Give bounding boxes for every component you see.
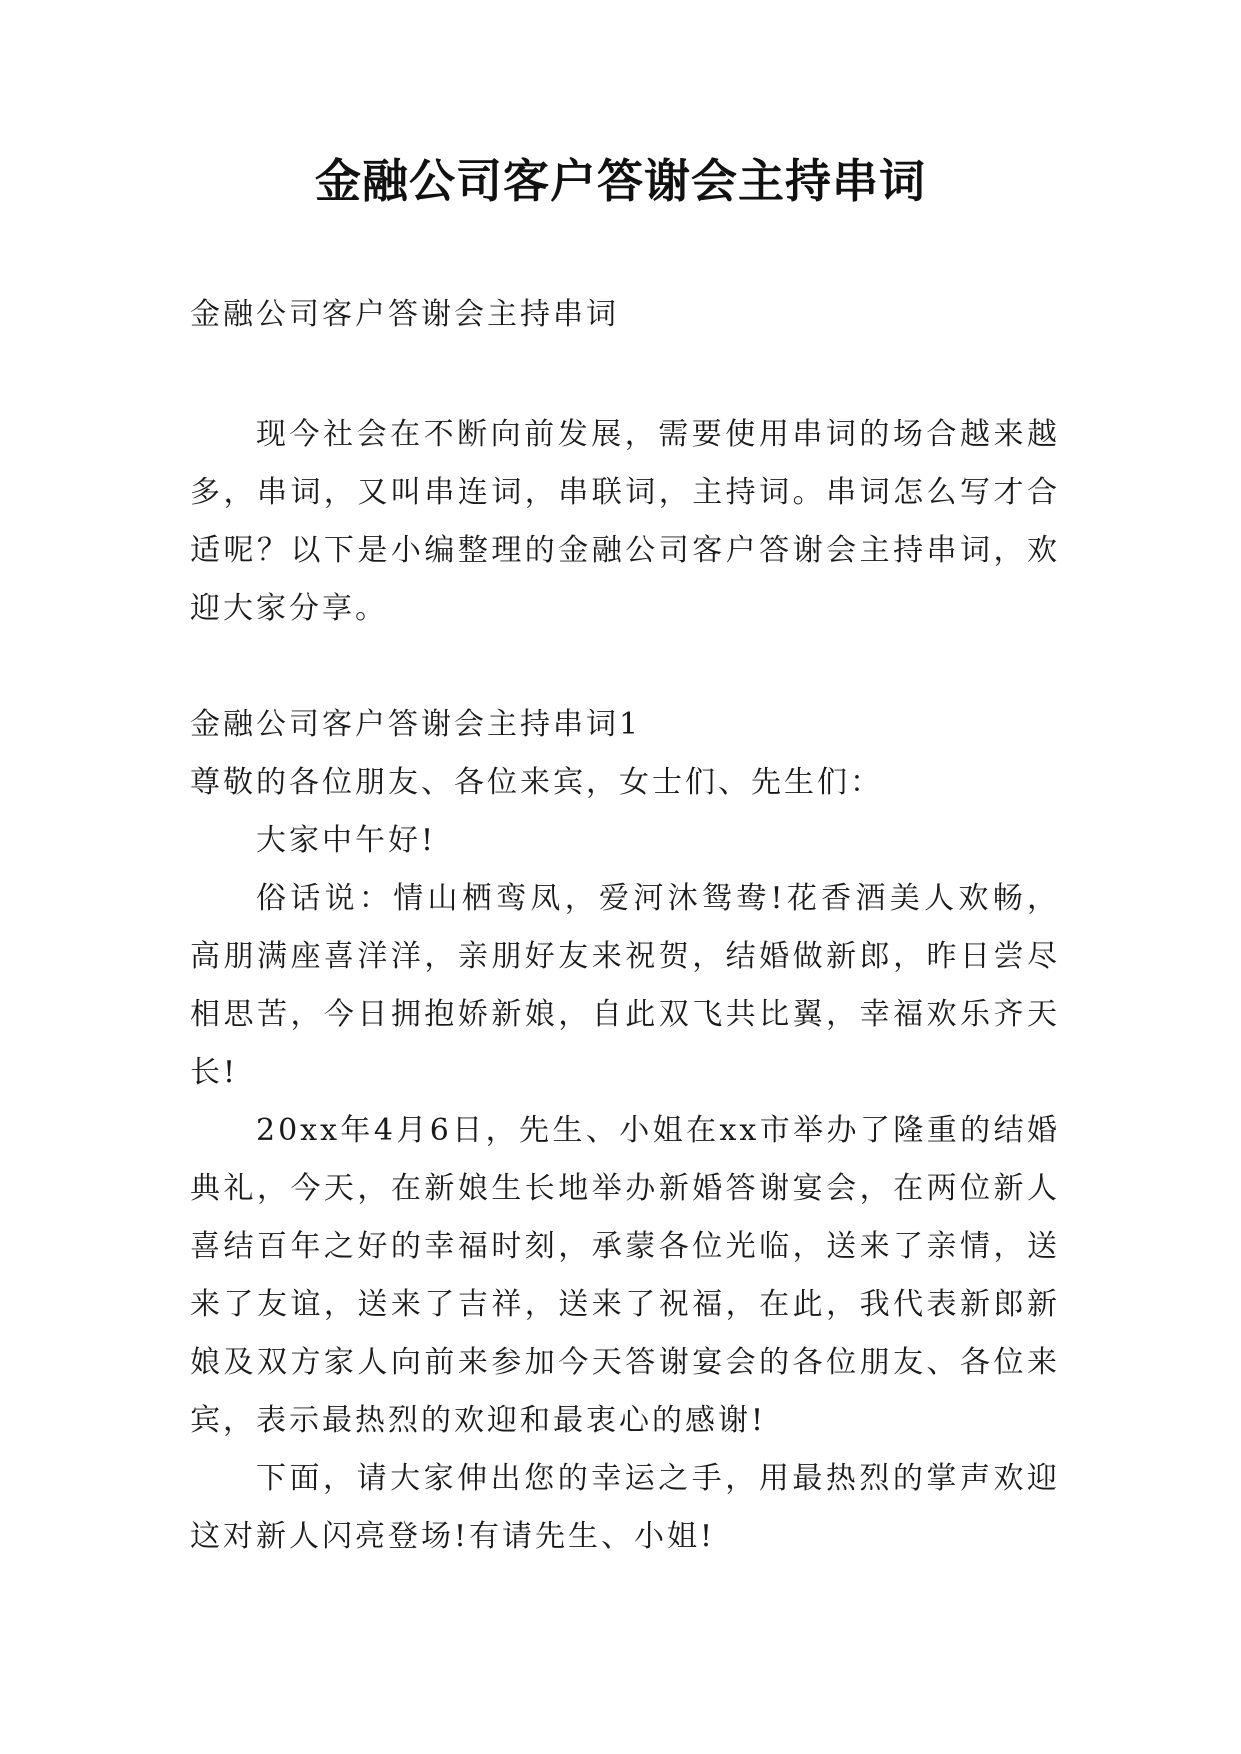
section-heading: 金融公司客户答谢会主持串词1 <box>190 707 642 742</box>
intro-paragraph: 现今社会在不断向前发展，需要使用串词的场合越来越多，串词，又叫串连词，串联词，主持词。串词怎么写才合适呢？以下是小编整理的金融公司客户答谢会主持串词，欢迎大家分享。 <box>190 417 1060 626</box>
paragraph-2: 20xx年4月6日，先生、小姐在xx市举办了隆重的结婚典礼，今天，在新娘生长地举办新婚答谢宴会，在两位新人喜结百年之好的幸福时刻，承蒙各位光临，送来了亲情，送来了友谊，送来了吉祥，送来了祝福，在此，我代表新郎新娘及双方家人向前来参加今天答谢宴会的各位朋友、各位来宾，表示最热烈的欢迎和最衷心的感谢! <box>190 1113 1060 1438</box>
document-title: 金融公司客户答谢会主持串词 <box>315 154 926 208</box>
document-subtitle: 金融公司客户答谢会主持串词 <box>190 297 619 332</box>
paragraph-1: 俗话说：情山栖鸾凤，爱河沐鸳鸯!花香酒美人欢畅，高朋满座喜洋洋，亲朋好友来祝贺，结婚做新郎，昨日尝尽相思苦，今日拥抱娇新娘，自此双飞共比翼，幸福欢乐齐天长! <box>190 881 1060 1090</box>
paragraph-3: 下面，请大家伸出您的幸运之手，用最热烈的掌声欢迎这对新人闪亮登场!有请先生、小姐! <box>190 1461 1060 1554</box>
intro-section <box>190 406 1060 638</box>
salutation: 尊敬的各位朋友、各位来宾，女士们、先生们： <box>190 765 883 800</box>
greeting: 大家中午好! <box>256 823 437 858</box>
section-1 <box>190 696 1060 1566</box>
